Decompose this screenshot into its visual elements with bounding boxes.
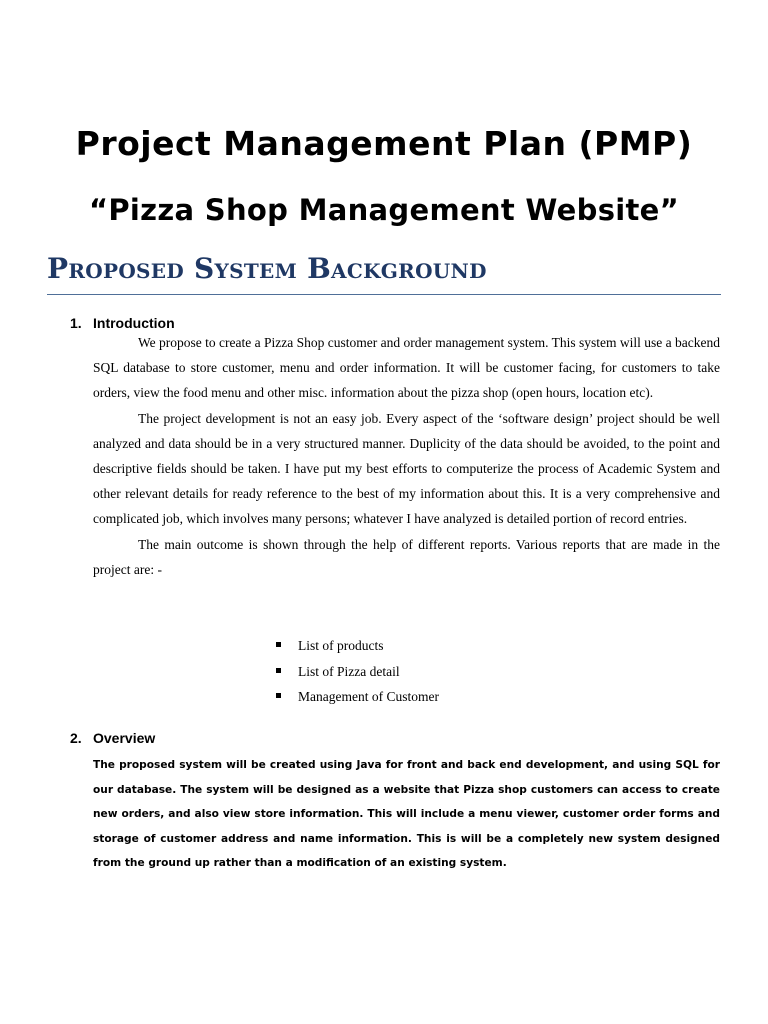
introduction-heading — [70, 315, 175, 331]
section-divider — [47, 294, 721, 295]
overview-paragraph: The proposed system will be created using Java for front and back end development, and using SQL for our database. The system will be designed as a website that Pizza shop customers can access to create new orders, and also view store information. This will include a menu viewer, customer order forms and storage of customer address and name information. This is will be a completely new system designed from the ground up rather than a modification of an existing system. — [93, 759, 720, 869]
list-item-label: Management of Customer — [298, 689, 439, 704]
square-bullet-icon — [276, 642, 281, 647]
list-item — [276, 684, 439, 710]
reports-list — [276, 633, 439, 710]
introduction-paragraph-1: We propose to create a Pizza Shop customer and order management system. This system will use a backend SQL database to store customer, menu and order information. It will be customer facing, for customers to take orders, view the food menu and other misc. information about the pizza shop (open hours, location etc). — [93, 335, 720, 401]
list-item-label: List of products — [298, 638, 384, 653]
introduction-body — [93, 330, 720, 582]
square-bullet-icon — [276, 693, 281, 698]
introduction-heading-label: Introduction — [93, 315, 175, 331]
overview-heading — [70, 730, 155, 746]
overview-number: 2. — [70, 730, 82, 746]
list-item-label: List of Pizza detail — [298, 663, 400, 679]
overview-heading-label: Overview — [93, 730, 156, 746]
introduction-number: 1. — [70, 315, 82, 331]
document-title: Project Management Plan (PMP) — [75, 124, 693, 163]
section-heading: Proposed System Background — [47, 252, 487, 285]
list-item — [276, 633, 439, 659]
square-bullet-icon — [276, 668, 281, 673]
introduction-paragraph-3: The main outcome is shown through the help of different reports. Various reports that are made in the project are: - — [93, 536, 720, 577]
introduction-paragraph-2: The project development is not an easy job. Every aspect of the ‘software design’ project should be well analyzed and data should be in a very structured manner. Duplicity of the data should be avoided, to the point and descriptive fields should be taken. I have put my best efforts to computerize the process of Academic System and other relevant details for ready reference to the best of my information about this. It is a very comprehensive and complicated job, which involves many persons; whatever I have analyzed is detailed portion of record entries. — [93, 410, 720, 527]
list-item — [276, 659, 439, 685]
document-subtitle: “Pizza Shop Management Website” — [88, 193, 680, 227]
